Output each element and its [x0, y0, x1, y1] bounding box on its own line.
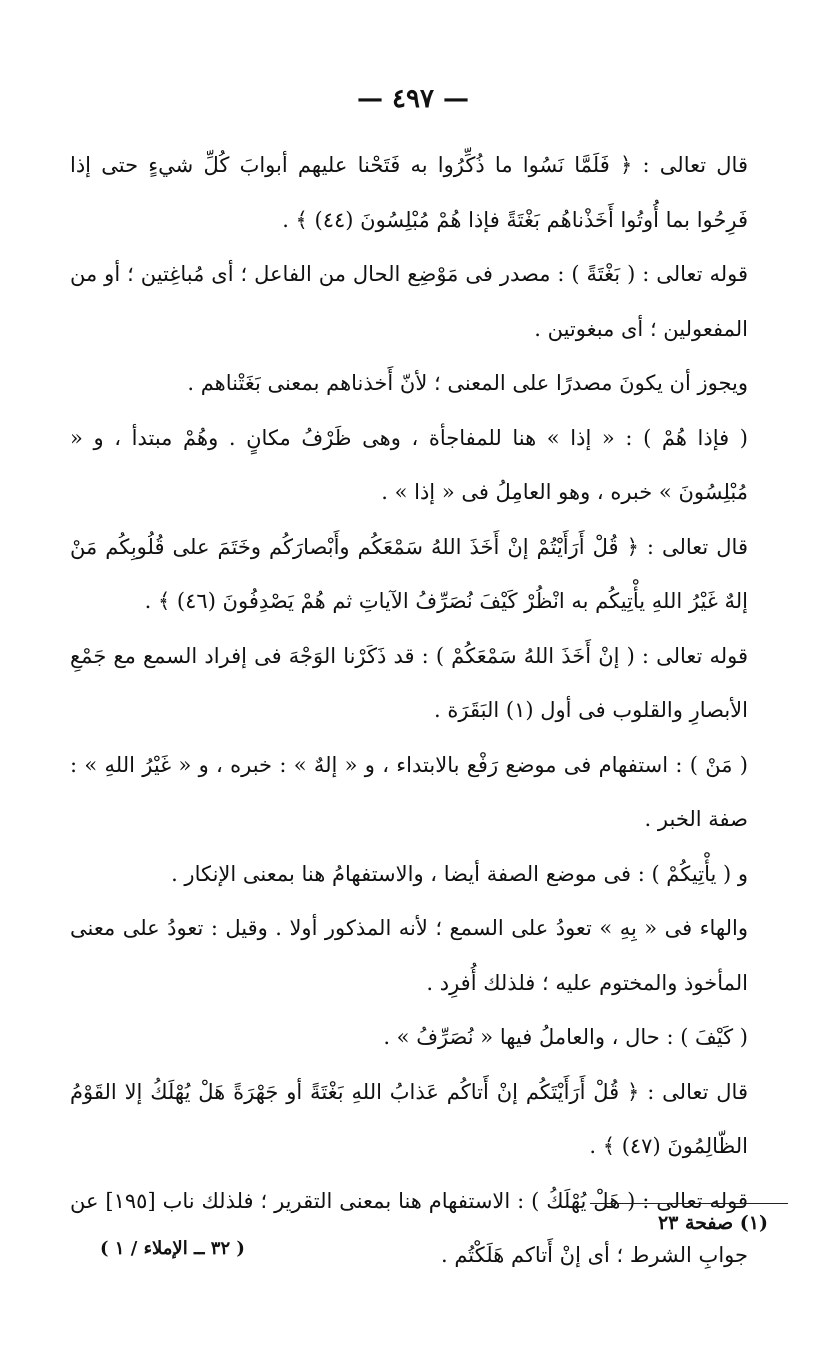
paragraph-bihi: والهاء فى « بِهِ » تعودُ على السمع ؛ لأنه المذكور أولا . وقيل : تعودُ على معنى المأخوذ والمختوم عليه ؛ فلذلك أُفرِد . [70, 916, 748, 995]
paragraph-masdar: ويجوز أن يكونَ مصدرًا على المعنى ؛ لأنّ أَخذناهم بمعنى بَغَتْناهم . [187, 371, 748, 395]
footnote-divider [590, 1203, 788, 1204]
paragraph-samakum: قوله تعالى : ( إنْ أَخَذَ اللهُ سَمْعَكُمْ ) : قد ذَكَرْنا الوَجْهَ فى إفراد السمع مع جَمْعِ الأبصارِ والقلوب فى أول (١) البَقَرَة . [70, 643, 748, 722]
paragraph-hal-yuhlak: قوله تعالى : ( هَلْ يُهْلَكُ ) : الاستفهام هنا بمعنى التقرير ؛ فلذلك ناب [١٩٥] عن جوابِ الشرط ؛ أى إنْ أَتاكم هَلَكْتُم . [70, 1188, 748, 1267]
printer-signature: ( ٣٢ ــ الإملاء / ١ ) [100, 1238, 245, 1259]
footnote: (١) صفحة ٢٣ [657, 1212, 768, 1234]
paragraph-idha-hum: ( فإذا هُمْ ) : « إذا » هنا للمفاجأة ، وهى ظَرْفُ مكانٍ . وهُمْ مبتدأ ، و « مُبْلِسُونَ » خبره ، وهو العامِلُ فى « إذا » . [70, 425, 748, 504]
paragraph-yatikum: و ( يأْتِيكُمْ ) : فى موضع الصفة أيضا ، والاستفهامُ هنا بمعنى الإنكار . [171, 861, 748, 886]
paragraph-man: ( مَنْ ) : استفهام فى موضع رَفْع بالابتداء ، و « إلهٌ » : خبره ، و « غَيْرُ اللهِ » : صفة الخبر . [70, 752, 748, 831]
paragraph-verse-47: قال تعالى : ﴿ قُلْ أَرَأَيْتَكُم إنْ أَتاكُم عَذابُ اللهِ بَغْتَةً أو جَهْرَةً هَلْ يُهْلَكُ إلا القَوْمُ الظّالِمُونَ (٤٧) ﴾ . [70, 1079, 748, 1158]
paragraph-kayfa: ( كَيْفَ ) : حال ، والعاملُ فيها « نُصَرِّفُ » . [383, 1025, 748, 1049]
paragraph-verse-46: قال تعالى : ﴿ قُلْ أَرَأَيْتُمْ إنْ أَخَذَ اللهُ سَمْعَكُم وأَبْصارَكُم وخَتَمَ على قُلُوبِكُم مَنْ إلهٌ غَيْرُ اللهِ يأْتِيكُم به انْظُرْ كَيْفَ نُصَرِّفُ الآياتِ ثم هُمْ يَصْدِفُونَ (٤٦) ﴾ . [70, 534, 748, 613]
body-text [70, 138, 770, 1283]
page-number: — ٤٩٧ — [356, 84, 470, 114]
paragraph-verse-44: قال تعالى : ﴿ فَلَمَّا نَسُوا ما ذُكِّرُوا به فَتَحْنا عليهم أبوابَ كُلِّ شيءٍ حتى إذا فَرِحُوا بما أُوتُوا أَخَذْناهُم بَغْتَةً فإذا هُمْ مُبْلِسُونَ (٤٤) ﴾ . [70, 153, 748, 232]
paragraph-baghtatan: قوله تعالى : ( بَغْتَةً ) : مصدر فى مَوْضِع الحال من الفاعل ؛ أى مُباغِتين ؛ أو من المفعولين ؛ أى مبغوتين . [70, 262, 748, 341]
